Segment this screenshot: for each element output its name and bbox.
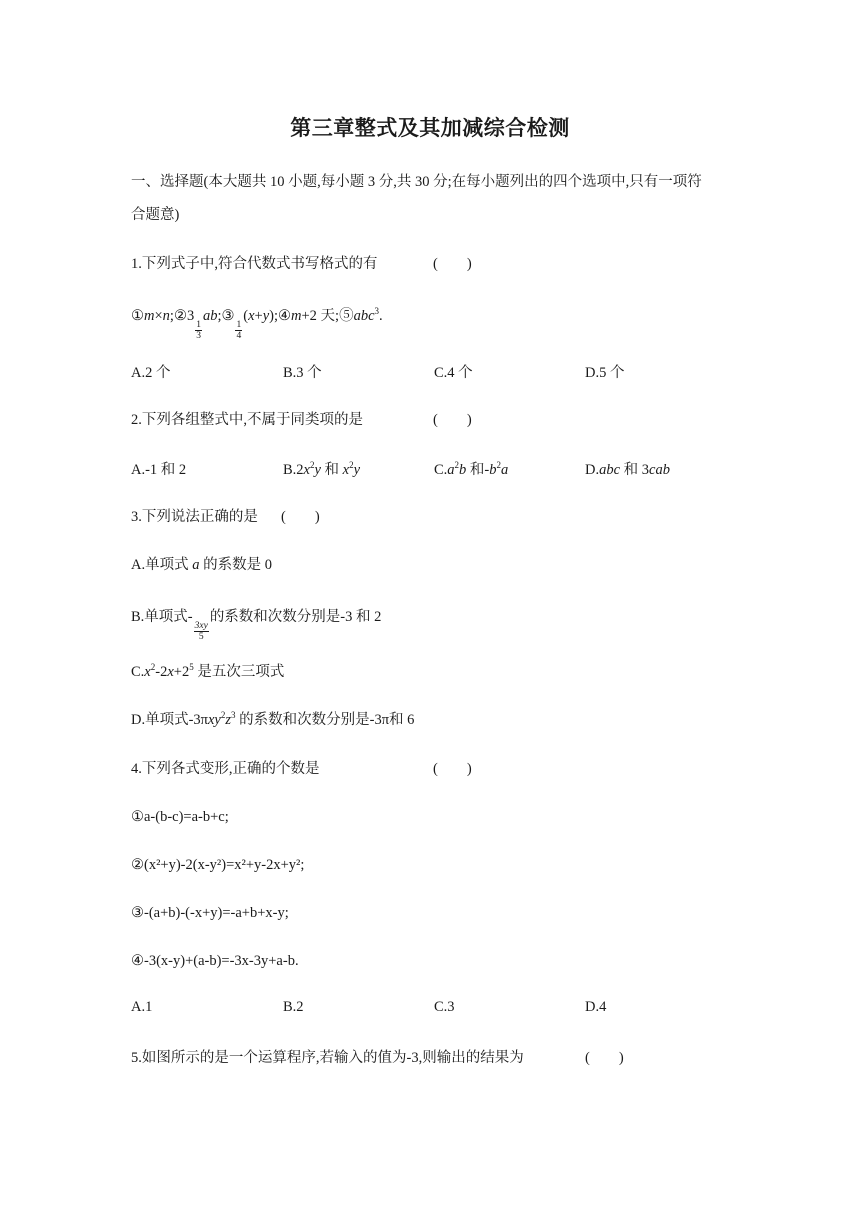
option-a: A.2 个 bbox=[131, 365, 171, 381]
fraction bbox=[235, 320, 242, 341]
question-5-stem bbox=[131, 1048, 624, 1068]
expr-text: ;②3 bbox=[169, 308, 195, 324]
question-1-options bbox=[131, 361, 731, 381]
option-c: $C.a^2b$ 和$-b^2a$ bbox=[434, 460, 509, 478]
question-4-expr-3: ③-(a+b)-(-x+y)=-a+b+x-y; bbox=[131, 905, 289, 921]
frac-den: 4 bbox=[236, 331, 242, 341]
question-text: 3.下列说法正确的是 bbox=[131, 509, 258, 525]
option-d: D.abc 和 3cab bbox=[585, 462, 670, 478]
question-3-option-d: D.单项式$-3\pi xy^2z^3$ 的系数和次数分别是-3π和 6 bbox=[131, 710, 415, 728]
var: y bbox=[262, 308, 270, 324]
expr-text: ① bbox=[131, 308, 144, 324]
option-b: B.2 bbox=[283, 999, 304, 1015]
question-4-stem bbox=[131, 759, 472, 779]
var: m bbox=[144, 308, 155, 324]
fraction: $\frac{3xy}{5}$ bbox=[194, 621, 208, 642]
frac-den: 3 bbox=[196, 331, 201, 341]
answer-blank: ( ) bbox=[433, 256, 472, 272]
expr-text: . bbox=[379, 308, 383, 324]
var: x bbox=[248, 308, 255, 324]
option-d: D.5 个 bbox=[585, 365, 625, 381]
answer-blank: ( ) bbox=[585, 1050, 624, 1066]
expr-text: );④ bbox=[269, 308, 291, 324]
answer-blank: ( ) bbox=[433, 412, 472, 428]
question-text: 5.如图所示的是一个运算程序,若输入的值为-3,则输出的结果为 bbox=[131, 1050, 524, 1066]
option-a: A.-1 和 2 bbox=[131, 462, 187, 478]
option-d: D.4 bbox=[585, 999, 607, 1015]
question-3-option-b: B.单项式- $\frac{3xy}{5}$ 的系数和次数分别是-3 和 2 bbox=[131, 609, 382, 642]
frac-num: 1 bbox=[236, 320, 242, 330]
var: n bbox=[162, 308, 170, 324]
expr-text: + bbox=[254, 308, 263, 324]
var: ab bbox=[202, 308, 218, 324]
question-3-option-c: $C.x^2-2x+2^5$ 是五次三项式 bbox=[131, 662, 285, 680]
var: m bbox=[291, 308, 302, 324]
option-c: C.3 bbox=[434, 999, 455, 1015]
question-4-options bbox=[131, 999, 731, 1019]
section-heading: 一、选择题(本大题共 10 小题,每小题 3 分,共 30 分;在每小题列出的四个选项中,只有一项符 bbox=[131, 174, 702, 190]
question-2-stem bbox=[131, 410, 472, 430]
answer-blank: ( ) bbox=[433, 761, 472, 777]
frac-num: 1 bbox=[196, 320, 201, 330]
expr-text: ( bbox=[243, 308, 249, 324]
section-heading-cont: 合题意) bbox=[131, 207, 180, 223]
option-a: A.1 bbox=[131, 999, 153, 1015]
page-title: 第三章整式及其加减综合检测 bbox=[290, 116, 570, 140]
question-text: 1.下列式子中,符合代数式书写格式的有 bbox=[131, 256, 378, 272]
question-4-expr-4: ④-3(x-y)+(a-b)=-3x-3y+a-b. bbox=[131, 953, 299, 969]
expr-text: +2 天;⑤ bbox=[301, 308, 354, 324]
question-text: 4.下列各式变形,正确的个数是 bbox=[131, 761, 320, 777]
question-3-stem bbox=[131, 507, 320, 527]
question-1-expression bbox=[131, 306, 383, 341]
var: abc bbox=[353, 308, 375, 324]
fraction bbox=[195, 320, 202, 341]
expr-text: ;③ bbox=[217, 308, 235, 324]
question-3-option-a: A.单项式 a 的系数是 0 bbox=[131, 557, 272, 573]
option-b: $B.2x^2y$ 和 $x^2y$ bbox=[283, 460, 361, 478]
question-4-expr-1: ①a-(b-c)=a-b+c; bbox=[131, 809, 229, 825]
exponent: 3 bbox=[374, 306, 380, 316]
answer-blank: ( ) bbox=[281, 509, 320, 525]
question-4-expr-2: ②(x²+y)-2(x-y²)=x²+y-2x+y²; bbox=[131, 857, 305, 873]
question-text: 2.下列各组整式中,不属于同类项的是 bbox=[131, 412, 363, 428]
question-2-options bbox=[131, 458, 731, 478]
option-b: B.3 个 bbox=[283, 365, 322, 381]
expr-text: × bbox=[154, 308, 163, 324]
option-c: C.4 个 bbox=[434, 365, 473, 381]
question-1-stem bbox=[131, 254, 472, 274]
